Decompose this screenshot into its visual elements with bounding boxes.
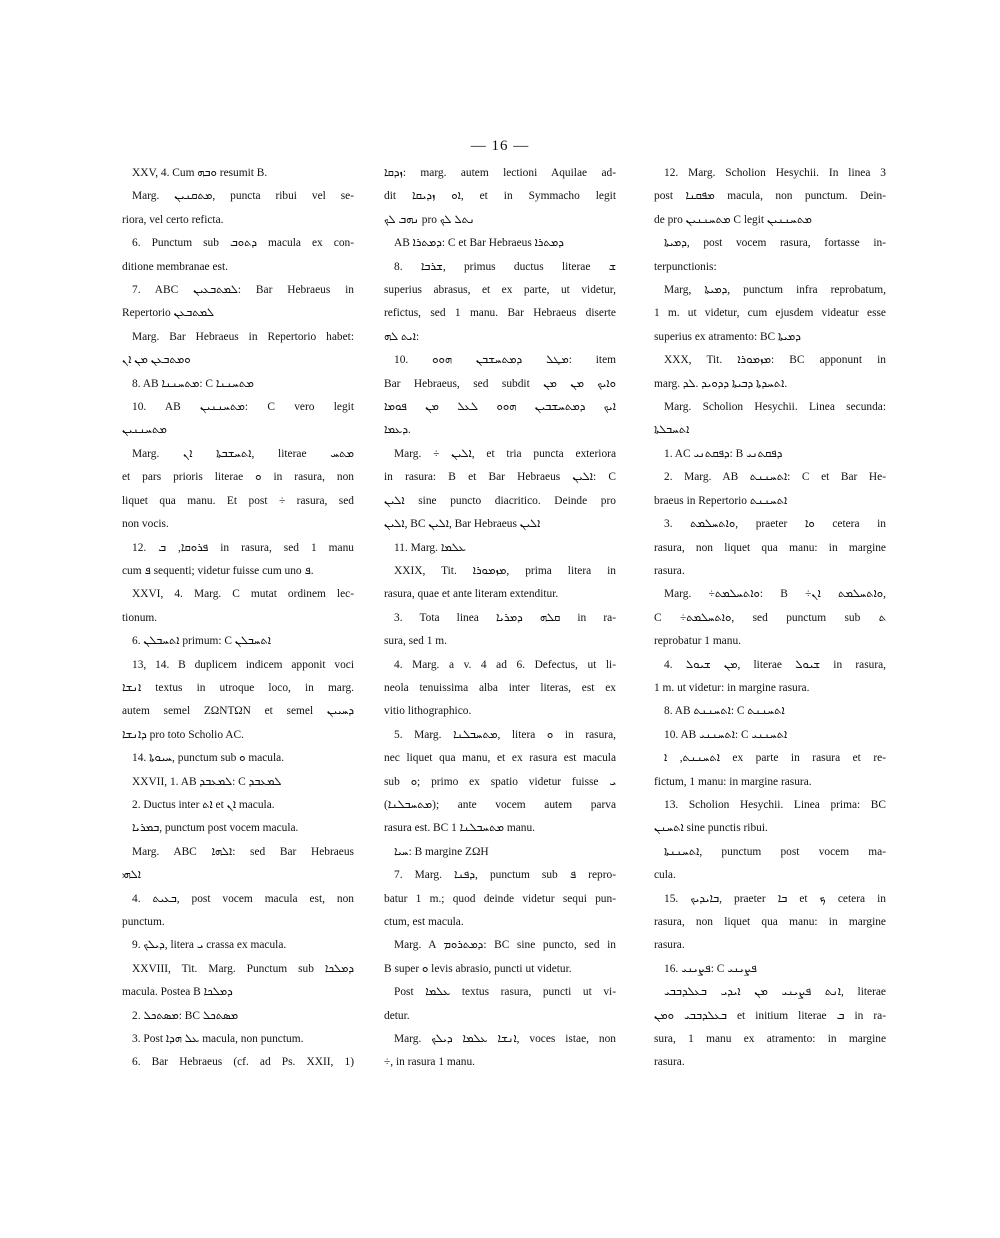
text-line: ܚܝܐ: B margine ΖΩΗ [394, 845, 489, 858]
text-line: ܐܠܝܢ sine puncto diacritico. Deinde pro [384, 494, 616, 507]
text-line: ܒܥܠܕܒܒܝ ܘܡܢ et initium literae ܒ in ra- [654, 1009, 886, 1022]
text-line: 3. Post ܥܠ ܗܕܐ macula, non punctum. [132, 1033, 304, 1046]
text-line: Repertorio ܠܡܬܒܥܢ [122, 307, 214, 320]
text-line: punctum. [122, 916, 165, 928]
text-line: superius abrasus, et ex parte, ut videtur, [384, 284, 616, 297]
text-line: 4. ܒܥܝܬ, post vocem macula est, non [132, 892, 354, 905]
text-line: 6. ܐܬܚܒܠܢ primum: C ܐܬܚܒܠܢ [132, 635, 271, 648]
page-number: — 16 — [470, 138, 530, 154]
text-line: XXV, 4. Cum ܘܒܗ resumit B. [132, 167, 268, 179]
text-line: ܡܬܚܢܢܝܢ [122, 424, 167, 437]
text-line: C ÷ܘܐܬܚܠܡܬ, sed punctum sub ܬ [654, 611, 886, 624]
text-line: ܙܕܩܐ: marg. autem lectioni Aquilae ad- [384, 167, 616, 179]
text-line: ܐܠܗܝ [122, 869, 141, 882]
text-line: 13, 14. B duplicem indicem apponit voci [132, 658, 354, 671]
text-line: batur 1 m.; quod deinde videtur sequi pun- [384, 892, 616, 905]
text-line: ܐܬܚܢܢܬܐ, punctum post vocem ma- [664, 845, 886, 858]
text-line: 9. ܕܝܠܟ, litera ܝ crassa ex macula. [132, 939, 287, 952]
text-line: 3. ܘܐܬܚܠܡܬ, praeter ܘܐ cetera in [664, 518, 886, 531]
text-line: ܐܝܬ ܠܗ: [384, 330, 420, 343]
text-line: marg. ܐܬܚܕܬܐ ܕܒܝܬܐ ܕܕܘܝܕ .ܠܕ. [654, 377, 788, 390]
text-line: rasura. [654, 939, 685, 952]
text-line: post ܡܦܩܢܐ macula, non punctum. Dein- [654, 190, 886, 203]
text-line: rasura. [654, 1056, 685, 1069]
text-line: Marg, ܕܡܝܬܐ, punctum infra reprobatum, [664, 284, 886, 297]
text-line: ܐܢܬ ܦܨܝܢܝ ܡܢ ܐܝܕܝ ܒܥܠܕܒܒܝ, literae [664, 986, 886, 999]
text-line: Marg. ܐܬܚܫܒܬܐ ܐܢ, literae ܡܬܚ [132, 447, 354, 460]
text-line: 8. AB ܐܬܚܢܢܬ: C ܐܬܚܢܢܬ [664, 705, 785, 718]
text-line: terpunctionis: [654, 260, 717, 273]
text-line: rasura, non liquet qua manu: in margine [654, 541, 886, 554]
text-line: XXX, Tit. ܡܙܡܘܪܐ: BC apponunt in [664, 354, 886, 367]
text-line: rasura, non liquet qua manu: in margine [654, 916, 886, 928]
text-line: 4. ܡܢ ܫܝܘܠ, literae ܫܝܘܠ in rasura, [664, 658, 886, 671]
text-line: 13. Scholion Hesychii. Linea prima: BC [664, 798, 886, 811]
text-line: 4. Marg. a v. 4 ad 6. Defectus, ut li- [394, 658, 616, 671]
text-line: 2. ܡܣܬܟܠ: BC ܡܣܬܟܠ [132, 1009, 239, 1022]
text-line: detur. [384, 1009, 410, 1022]
text-line: vitio lithographico. [384, 705, 472, 718]
text-line: nec liquet qua manu, et ex rasura est macula [384, 752, 616, 765]
text-line: 10. AB ܐܬܚܢܢܝ: C ܐܬܚܢܢܝ [664, 728, 788, 741]
text-line: 8. ܫܪܒܐ, primus ductus literae ܫ [394, 260, 616, 273]
text-line: 2. Ductus inter ܐܬ et ܐܢ macula. [132, 798, 275, 811]
text-column-3 [654, 162, 886, 1075]
text-line: XXIX, Tit. ܡܙܡܘܪܐ, prima litera in [394, 564, 616, 577]
text-line: ܐܬܚܒܠܬܐ [654, 424, 690, 437]
text-line: riora, vel certo reficta. [122, 213, 224, 226]
text-line: 10. AB ܡܬܚܢܢܝܢ: C vero legit [132, 401, 354, 414]
text-line: macula. Postea B ܕܡܠܟܐ [122, 986, 233, 999]
text-line: Marg. ܡܬܩܢܝܢ, puncta ribui vel se- [132, 190, 354, 203]
text-line: neola tenuissima alba inter literas, est ex [384, 681, 616, 694]
text-line: ctum, est macula. [384, 916, 464, 928]
text-line: ÷, in rasura 1 manu. [384, 1056, 476, 1069]
text-line: sura, 1 manu ex atramento: in margine [654, 1033, 886, 1046]
text-line: rasura est. BC ܡܬܚܒܠܢܐ 1 manu. [384, 822, 535, 835]
text-line: XXVI, 4. Marg. C mutat ordinem lec- [132, 588, 354, 601]
text-line: fictum, 1 manu: in margine rasura. [654, 775, 812, 788]
text-line: 3. Tota linea ܩܠܗ ܕܡܪܝܐ in ra- [394, 611, 616, 624]
text-line: ܢܗܒ ܠܟ pro ܢܬܠ ܠܟ [384, 213, 475, 226]
text-line: 12. Marg. Scholion Hesychii. In linea 3 [664, 167, 886, 179]
text-line: Marg. ÷ ܐܠܝܢ, et tria puncta exteriora [394, 447, 616, 460]
text-line: 16. ܦܨܝܢܝ: C ܦܨܝܢܝ [664, 962, 757, 975]
text-line: ditione membranae est. [122, 260, 228, 273]
text-line: tionum. [122, 611, 158, 624]
text-line: cula. [654, 869, 676, 882]
text-line: reprobatur 1 manu. [654, 635, 741, 648]
text-line: 14. ܚܝܘܬܐ, punctum sub ܘ macula. [132, 752, 285, 765]
text-line: Marg. A ܕܡܬܪܘܡ: BC sine puncto, sed in [394, 939, 616, 952]
text-line: Post ܥܠܡܐ textus rasura, puncti ut vi- [394, 986, 616, 999]
text-line: ܘܡܬܒܥܢ ܡܢ ܐܢ [122, 354, 191, 367]
text-line: Marg. Scholion Hesychii. Linea secunda: [664, 401, 886, 414]
text-line: 11. Marg. ܥܠܡܐ [394, 541, 466, 554]
text-line: 7. ABC ܠܡܬܒܥܝܢ: Bar Hebraeus in [132, 284, 354, 297]
text-line: Marg. ÷ܘܐܬܚܠܡܬ: B ÷ܘܐܬܚܠܡܬ ܐܢ, [664, 588, 886, 601]
text-line: sub ܘ; primo ex spatio videtur fuisse ܝ [384, 775, 616, 788]
text-line: ܐܝܟ ܕܡܬܚܫܒܝܢ ܗܘܘ ܠܥܠ ܡܢ ܦܘܡܐ [384, 401, 616, 414]
text-line: 6. Punctum sub ܕܬܘܒ macula ex con- [132, 237, 354, 250]
text-line: liquet qua manu. Et post ÷ rasura, sed [122, 494, 354, 507]
text-line: ܕܡܝܬܐ, post vocem rasura, fortasse in- [664, 237, 886, 250]
text-line: refictus, sed 1 manu. Bar Hebraeus diserte [384, 307, 616, 320]
text-line: 6. Bar Hebraeus (cf. ad Ps. XXII, 1) [132, 1056, 354, 1069]
text-line: in rasura: B et Bar Hebraeus ܐܠܝܢ: C [384, 471, 616, 484]
text-line: sura, sed 1 m. [384, 635, 447, 648]
text-line: rasura. [654, 564, 685, 577]
text-line: ܐܠܝܢ, BC ܐܠܝܢ, Bar Hebraeus ܐܠܝܢ [384, 518, 541, 531]
text-line: cum ܦ sequenti; videtur fuisse cum uno ܦ. [122, 564, 314, 577]
text-line: ܐܢܫܐ textus in utroque loco, in marg. [122, 681, 354, 694]
text-line: superius ex atramento: BC ܕܡܝܬܐ [654, 330, 801, 343]
text-line: ܕܥܡܐ. [384, 424, 411, 437]
text-line: et pars prioris literae ܘ in rasura, non [122, 471, 354, 484]
text-line: braeus in Repertorio ܐܬܚܢܢܬ [654, 494, 788, 507]
text-line: 7. Marg. ܕܦܢܐ, punctum sub ܦ repro- [394, 869, 616, 882]
text-line: 5. Marg. ܡܬܚܒܠܢܐ, litera ܘ in rasura, [394, 728, 616, 741]
text-line: dit ܐܘ ܙܕܝܩܐ, et in Symmacho legit [384, 190, 616, 203]
text-line: 1 m. ut videtur: in margine rasura. [654, 681, 810, 694]
text-line: 2. Marg. AB ܐܬܚܢܢܬ: C et Bar He- [664, 471, 886, 484]
text-column-2 [384, 162, 616, 1075]
text-line: 1. AC ܕܦܩܬܢܝ: B ܕܦܩܬܢܝ [664, 447, 783, 460]
text-line: non vocis. [122, 518, 169, 531]
text-line: XXVIII, Tit. Marg. Punctum sub ܕܡܠܟܐ [132, 962, 354, 975]
text-line: ܐܬܚܢܢ sine punctis ribui. [654, 822, 768, 835]
text-line: XXVII, 1. AB ܠܡܥܒܕ: C ܠܡܥܒܕ [132, 775, 282, 788]
text-line: (ܡܬܚܒܠܢܐ); ante vocem autem parva [384, 798, 616, 811]
text-line: 1 m. ut videtur, cum ejusdem videatur esse [654, 307, 886, 320]
text-line: ܐܬܚܢܢܬ, ܐ ex parte in rasura et re- [664, 752, 886, 765]
text-line: Marg. Bar Hebraeus in Repertorio habet: [132, 330, 354, 343]
text-line: de pro ܡܬܚܢܢܝܢ C legit ܡܬܚܢܢܝܢ [654, 213, 812, 226]
text-line: rasura, quae et ante literam extenditur. [384, 588, 559, 601]
text-line: 10. ܡܛܠ ܕܡܬܚܫܒܢ ܗܘܘ: item [394, 354, 616, 367]
text-column-1 [122, 162, 354, 1075]
text-line: ܕܐܢܫܐ pro toto Scholio AC. [122, 728, 244, 741]
text-line: Marg. ܐܢܫܐ ܥܠܡܐ ܕܝܠܟ, voces istae, non [394, 1033, 616, 1046]
text-line: 15. ܒܐܝܕܝܟ, praeter ܒܐ et ܟ cetera in [664, 892, 886, 905]
text-line: 12. ܦܪܘܩܐ, ܒ in rasura, sed 1 manu [132, 541, 354, 554]
text-line: B super ܘ levis abrasio, puncti ut videtur. [384, 962, 572, 975]
text-line: 8. AB ܡܬܚܢܢܐ: C ܡܬܚܢܢܐ [132, 377, 254, 390]
text-line: AB ܕܡܬܪܐ: C et Bar Hebraeus ܕܡܬܪܐ [394, 237, 564, 250]
text-line: Marg. ABC ܐܠܗܐ: sed Bar Hebraeus [132, 845, 354, 858]
text-line: ܒܡܪܝܐ, punctum post vocem macula. [132, 822, 299, 835]
text-line: autem semel ΖΩΝΤΩΝ et semel ܕܚܝܝܢ [122, 705, 354, 718]
text-line: Bar Hebraeus, sed subdit ܘܐܝܟ ܡܢ ܡܢ [384, 377, 616, 390]
